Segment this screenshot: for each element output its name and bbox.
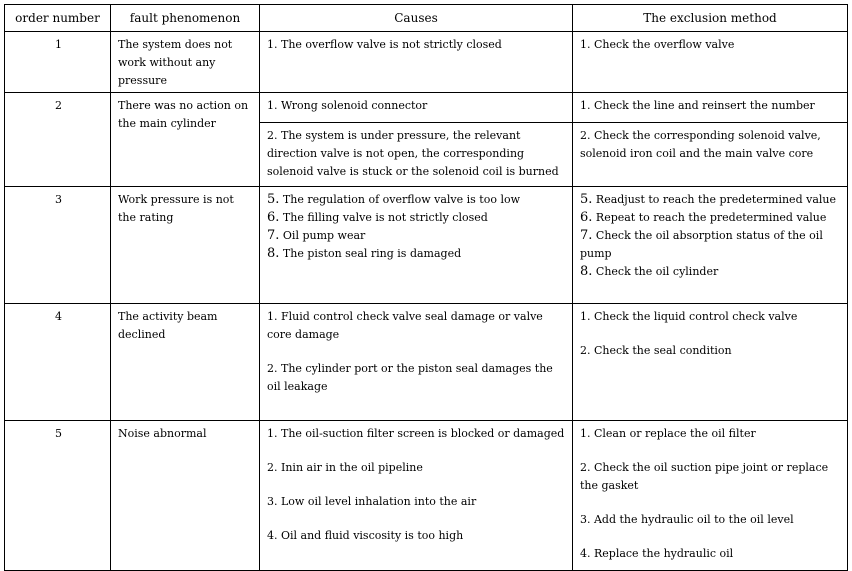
method-line: 3. Add the hydraulic oil to the oil level (580, 513, 794, 526)
method-text: Repeat to reach the predetermined value (595, 211, 827, 224)
header-row (5, 5, 848, 32)
method-text: Check the oil cylinder (595, 265, 719, 278)
fault-cell: Noise abnormal (111, 421, 260, 571)
method-line (580, 227, 842, 263)
method-text: Check the oil absorption status of the oil pump (580, 229, 823, 260)
cause-line (267, 245, 567, 263)
cause-text: The filling valve is not strictly closed (282, 211, 488, 224)
cause-line: 2. The system is under pressure, the relevant direction valve is not open, the corresponding solenoid valve is stuck or the solenoid coil is burned (267, 129, 559, 178)
cause-line: 3. Low oil level inhalation into the air (267, 495, 477, 508)
order-number-cell: 3 (5, 187, 111, 304)
header-order-number: order number (5, 5, 111, 32)
cause-line: 1. The overflow valve is not strictly closed (267, 38, 502, 51)
cause-line: 1. Wrong solenoid connector (267, 99, 428, 112)
spacer (267, 443, 567, 459)
order-number-cell: 5 (5, 421, 111, 571)
header-causes: Causes (260, 5, 573, 32)
method-line: 2. Check the corresponding solenoid valve, solenoid iron coil and the main valve core (580, 129, 821, 160)
cause-text: Oil pump wear (282, 229, 366, 242)
method-cell (573, 123, 848, 187)
cause-number: 7. (267, 228, 280, 243)
cause-number: 5. (267, 192, 280, 207)
method-line: 1. Clean or replace the oil filter (580, 427, 756, 440)
method-cell (573, 32, 848, 93)
method-number: 8. (580, 264, 593, 279)
method-cell (573, 421, 848, 571)
method-text: Readjust to reach the predetermined value (595, 193, 836, 206)
spacer (580, 443, 842, 459)
table-row (5, 421, 848, 571)
causes-cell (260, 123, 573, 187)
cause-line (267, 227, 567, 245)
spacer (580, 529, 842, 545)
fault-cell: The activity beam declined (111, 304, 260, 421)
spacer (580, 495, 842, 511)
spacer (267, 344, 567, 360)
cause-line: 1. Fluid control check valve seal damage or valve core damage (267, 310, 543, 341)
spacer (267, 477, 567, 493)
causes-cell (260, 304, 573, 421)
method-line: 2. Check the seal condition (580, 344, 732, 357)
table-row (5, 187, 848, 304)
cause-number: 8. (267, 246, 280, 261)
fault-table (4, 4, 848, 571)
header-exclusion-method: The exclusion method (573, 5, 848, 32)
cause-text: The piston seal ring is damaged (282, 247, 462, 260)
causes-cell (260, 93, 573, 123)
order-number-cell: 2 (5, 93, 111, 187)
method-number: 5. (580, 192, 593, 207)
cause-line (267, 191, 567, 209)
order-number-cell: 1 (5, 32, 111, 93)
method-line: 1. Check the overflow valve (580, 38, 735, 51)
cause-number: 6. (267, 210, 280, 225)
table-row (5, 32, 848, 93)
method-cell (573, 187, 848, 304)
method-line: 1. Check the liquid control check valve (580, 310, 798, 323)
header-fault-phenomenon: fault phenomenon (111, 5, 260, 32)
method-line (580, 209, 842, 227)
spacer (267, 511, 567, 527)
method-line: 4. Replace the hydraulic oil (580, 547, 734, 560)
method-line: 2. Check the oil suction pipe joint or replace the gasket (580, 461, 829, 492)
cause-line: 2. Inin air in the oil pipeline (267, 461, 423, 474)
method-line (580, 263, 842, 281)
fault-cell: There was no action on the main cylinder (111, 93, 260, 187)
table-row (5, 304, 848, 421)
method-line (580, 191, 842, 209)
method-number: 6. (580, 210, 593, 225)
cause-line: 4. Oil and fluid viscosity is too high (267, 529, 464, 542)
method-cell (573, 93, 848, 123)
method-cell (573, 304, 848, 421)
cause-line (267, 209, 567, 227)
spacer (580, 326, 842, 342)
cause-line: 2. The cylinder port or the piston seal damages the oil leakage (267, 362, 553, 393)
fault-cell: The system does not work without any pressure (111, 32, 260, 93)
causes-cell (260, 421, 573, 571)
method-number: 7. (580, 228, 593, 243)
fault-cell: Work pressure is not the rating (111, 187, 260, 304)
causes-cell (260, 32, 573, 93)
table-row (5, 93, 848, 123)
causes-cell (260, 187, 573, 304)
order-number-cell: 4 (5, 304, 111, 421)
method-line: 1. Check the line and reinsert the number (580, 99, 815, 112)
cause-line: 1. The oil-suction filter screen is blocked or damaged (267, 427, 565, 440)
cause-text: The regulation of overflow valve is too low (282, 193, 521, 206)
